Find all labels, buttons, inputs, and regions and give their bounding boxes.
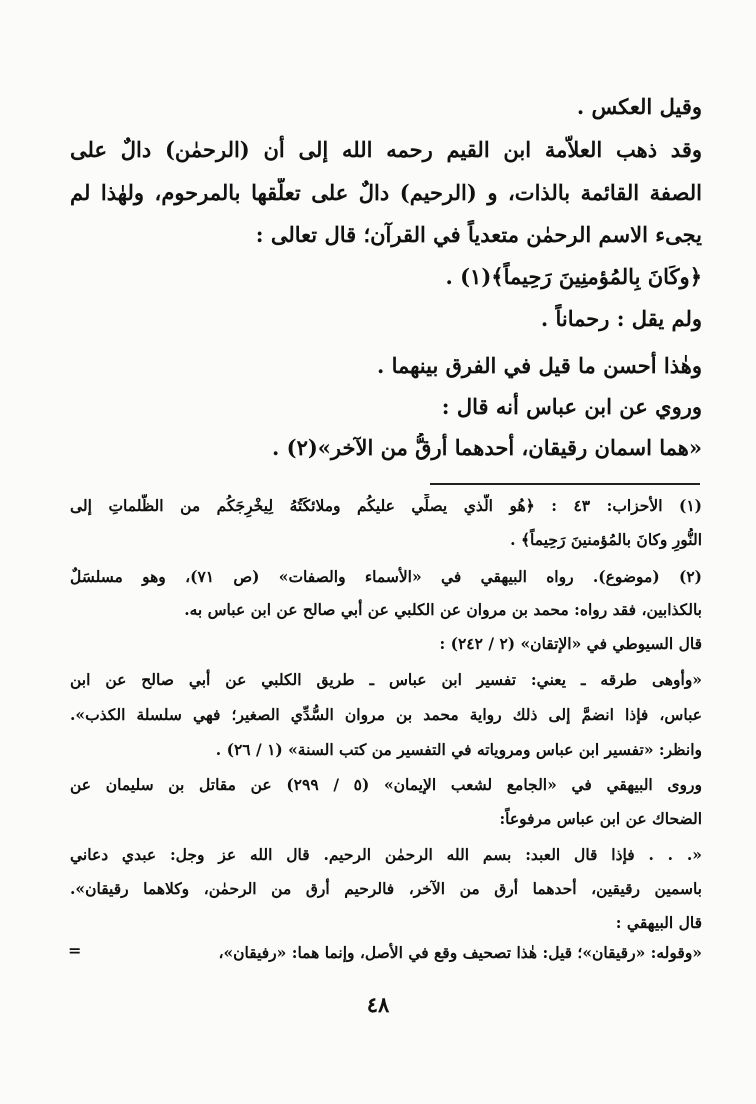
- main-line-7: وهٰذا أحسن ما قيل في الفرق بينهما .: [376, 353, 702, 378]
- page-number: ٤٨: [366, 992, 390, 1017]
- footnote-2-line-8: الضحاك عن ابن عباس مرفوعاً:: [499, 809, 702, 828]
- continuation-mark: =: [68, 941, 82, 960]
- main-line-1: وقيل العكس .: [576, 94, 702, 119]
- footnote-2-line-1: (٢) (موضوع). رواه البيهقي في «الأسماء والصفات» (ص ٧١)، وهو مسلسَلٌ: [70, 567, 702, 586]
- footnote-2-line-7: وروى البيهقي في «الجامع لشعب الإيمان» (٥ / ٢٩٩) عن مقاتل بن سليمان عن: [70, 775, 702, 794]
- footnote-separator: [430, 483, 700, 485]
- footnote-2-line-9: «. . . فإذا قال العبد: بسم الله الرحمٰن الرحيم. قال الله عز وجل: عبدي دعاني: [70, 845, 702, 864]
- hadith-quote: «هما اسمان رقيقان، أحدهما أرقُّ من الآخر»(٢) .: [272, 435, 702, 460]
- footnote-2-line-2: بالكذابين، فقد رواه: محمد بن مروان عن الكلبي عن أبي صالح عن ابن عباس به.: [184, 600, 702, 619]
- quran-verse: ﴿وكَانَ بِالمُؤمنِينَ رَحِيماً﴾(١) .: [445, 264, 702, 289]
- footnote-2-line-11: قال البيهقي :: [615, 913, 702, 932]
- main-line-3: الصفة القائمة بالذات، و (الرحيم) دالٌ على تعلّقها بالمرحوم، ولهٰذا لم: [70, 180, 702, 205]
- main-line-2: وقد ذهب العلاّمة ابن القيم رحمه الله إلى أن (الرحمٰن) دالٌ على: [70, 137, 702, 162]
- footnote-1-line-1: (١) الأحزاب: ٤٣ : ﴿هُو الَّذي يصلِّي عليكُم وملائكَتُهُ لِيخْرِجَكُم من الظُّلماتِ إلى: [70, 496, 702, 515]
- main-line-8: وروي عن ابن عباس أنه قال :: [441, 394, 702, 419]
- footnote-2-line-5: عباس، فإذا انضمَّ إلى ذلك رواية محمد بن مروان السُّدِّي الصغير؛ فهي سلسلة الكذب».: [70, 705, 702, 724]
- footnote-2-line-10: باسمين رقيقين، أحدهما أرق من الآخر، فالرحيم أرق من الرحمٰن، وكلاهما رقيقان».: [70, 879, 702, 898]
- footnote-1-line-2: النُّورِ وكانَ بالمُؤمنينَ رَحِيماً﴾ .: [510, 530, 702, 549]
- footnote-2-line-3: قال السيوطي في «الإتقان» (٢ / ٢٤٢) :: [439, 634, 702, 653]
- main-line-6: ولم يقل : رحماناً .: [540, 306, 702, 331]
- footnote-2-line-4: «وأوهى طرقه ـ يعني: تفسير ابن عباس ـ طريق الكلبي عن أبي صالح عن ابن: [70, 670, 702, 689]
- main-line-4: يجىء الاسم الرحمٰن متعدياً في القرآن؛ قال تعالى :: [255, 222, 702, 247]
- footnote-2-line-12: «وقوله: «رقيقان»؛ قيل: هٰذا تصحيف وقع في الأصل، وإنما هما: «رفيقان»،: [218, 943, 702, 962]
- footnote-2-line-6: وانظر: «تفسير ابن عباس ومروياته في التفسير من كتب السنة» (١ / ٢٦) .: [215, 740, 702, 759]
